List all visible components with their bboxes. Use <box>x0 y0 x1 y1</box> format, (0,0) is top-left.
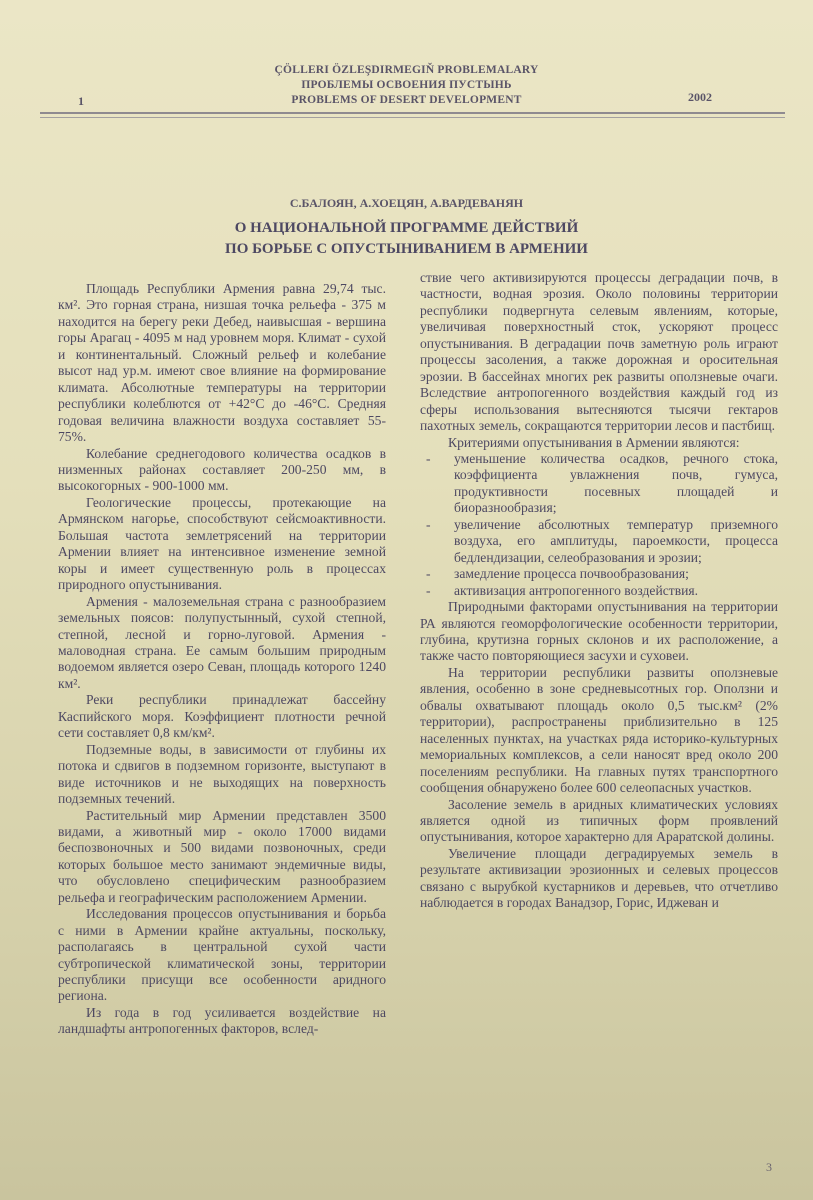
journal-year: 2002 <box>688 90 712 104</box>
paragraph: Растительный мир Армении представлен 3500 видами, а животный мир - около 17000 видами беспозвоночных и 500 видами позвоночных, среди которых большое место занимают эндемичные виды, что обусловлено специфическим разнообразием рельефа и географическим расположением Армении. <box>58 807 386 905</box>
paragraph: Колебание среднегодового количества осадков в низменных районах составляет 200-250 мм, в высокогорных - 900-1000 мм. <box>58 445 386 494</box>
list-item: - увеличение абсолютных температур приземного воздуха, его амплитуды, пароемкости, процесса бедлендизации, селеобразования и эрозии; <box>420 517 778 566</box>
issue-number: 1 <box>78 94 84 108</box>
paragraph: Геологические процессы, протекающие на Армянском нагорье, способствуют сейсмоактивности. Большая частота землетрясений на территории Армении влияет на интенсивное изменение земной коры и имеет существенную роль в процессах природного опустынивания. <box>58 494 386 593</box>
paragraph: Природными факторами опустынивания на территории РА являются геоморфологические особенности территории, глубина, крутизна горных склонов и их расположение, а также часто повторяющиеся засухи и суховеи. <box>420 599 778 664</box>
paragraph-continuation: ствие чего активизируются процессы деградации почв, в частности, водная эрозия. Около половины территории республики подвергнута селевым явлениям, которые, увеличивая поверхностный сток, ускоряют процесс опустынивания. В деградации почв заметную роль играют процессы засоления, а также дорожная и оросительная эрозии. В бассейнах многих рек развиты оползневые очаги. Вследствие антропогенного воздействия каждый год из сферы использования вытесняются тысячи гектаров пахотных земель, сокращаются территории лесов и пастбищ. <box>420 270 778 434</box>
paragraph: На территории республики развиты оползневые явления, особенно в зоне средневысотных гор. Оползни и обвалы охватывают площадь около 0,5 тыс.км² (2% территории), распространены приблизительно в 125 населенных пунктах, на участках ряда историко-культурных мемориальных комплексов, а сели наносят вред около 200 поселениям республики. На главных путях транспортного сообщения обнаружено более 600 селеопасных участков. <box>420 664 778 796</box>
header-rule <box>40 112 785 114</box>
right-column <box>420 270 778 912</box>
criteria-intro: Критериями опустынивания в Армении являются: <box>448 434 740 450</box>
paragraph: Увеличение площади деградируемых земель в результате активизации эрозионных и селевых процессов связано с вырубкой кустарников и деревьев, что отчетливо наблюдается в городах Ванадзор, Горис, Иджеван и <box>420 845 778 911</box>
list-item: - активизация антропогенного воздействия. <box>420 583 778 599</box>
title-line-1: О НАЦИОНАЛЬНОЙ ПРОГРАММЕ ДЕЙСТВИЙ <box>234 220 579 236</box>
paragraph: Армения - малоземельная страна с разнообразием земельных поясов: полупустынный, сухой степной, степной, лесной и горно-луговой. Армения - маловодная страна. Ее самым большим природным водоемом является озеро Севан, площадь которого 1240 км². <box>58 593 386 691</box>
journal-name-english: PROBLEMS OF DESERT DEVELOPMENT <box>291 94 522 106</box>
header-rule-secondary <box>40 117 785 118</box>
article-title <box>0 218 813 260</box>
article-authors: С.БАЛОЯН, А.ХОЕЦЯН, А.ВАРДЕВАНЯН <box>289 196 524 210</box>
paragraph: Реки республики принадлежат бассейну Каспийского моря. Коэффициент плотности речной сети составляет 0,8 км/км². <box>58 692 386 741</box>
list-item: - замедление процесса почвообразования; <box>420 566 778 582</box>
criteria-list <box>420 451 778 599</box>
paragraph: Площадь Республики Армения равна 29,74 тыс. км². Это горная страна, низшая точка рельефа - 375 м находится на берегу реки Дебед, наивысшая - вершина горы Арагац - 4095 м над уровнем моря. Климат - сухой и континентальный. Сложный рельеф и колебание высот над ур.м. имеют свое влияние на формирование климата. Абсолютные температуры на территории республики колеблются от +42°С до -46°С. Средняя годовая величина влажности воздуха составляет 55-75%. <box>58 281 386 445</box>
list-item: - уменьшение количества осадков, речного стока, коэффициента увлажнения почв, гумуса, продуктивности посевных площадей и биоразнообразия; <box>420 451 778 517</box>
page-number: 3 <box>766 1160 772 1174</box>
journal-name-russian: ПРОБЛЕМЫ ОСВОЕНИЯ ПУСТЫНЬ <box>301 79 512 91</box>
paragraph: Из года в год усиливается воздействие на ландшафты антропогенных факторов, вслед- <box>58 1004 386 1037</box>
journal-name-turkmen: ÇÖLLERI ÖZLEŞDIRMEGIŇ PROBLEMALARY <box>274 64 539 76</box>
paragraph: Исследования процессов опустынивания и борьба с ними в Армении крайне актуальны, поскольку, располагаясь в центральной сухой части субтропической климатической зоны, территории республики присущи все особенности аридного региона. <box>58 906 386 1004</box>
left-column <box>58 281 386 1038</box>
paragraph: Подземные воды, в зависимости от глубины их потока и сдвигов в подземном горизонте, выступают в виде источников и не выходящих на поверхность подземных течений. <box>58 741 386 807</box>
paragraph: Засоление земель в аридных климатических условиях является одной из типичных форм проявлений опустынивания, которое характерно для Араратской долины. <box>420 796 778 845</box>
title-line-2: ПО БОРЬБЕ С ОПУСТЫНИВАНИЕМ В АРМЕНИИ <box>225 241 588 257</box>
